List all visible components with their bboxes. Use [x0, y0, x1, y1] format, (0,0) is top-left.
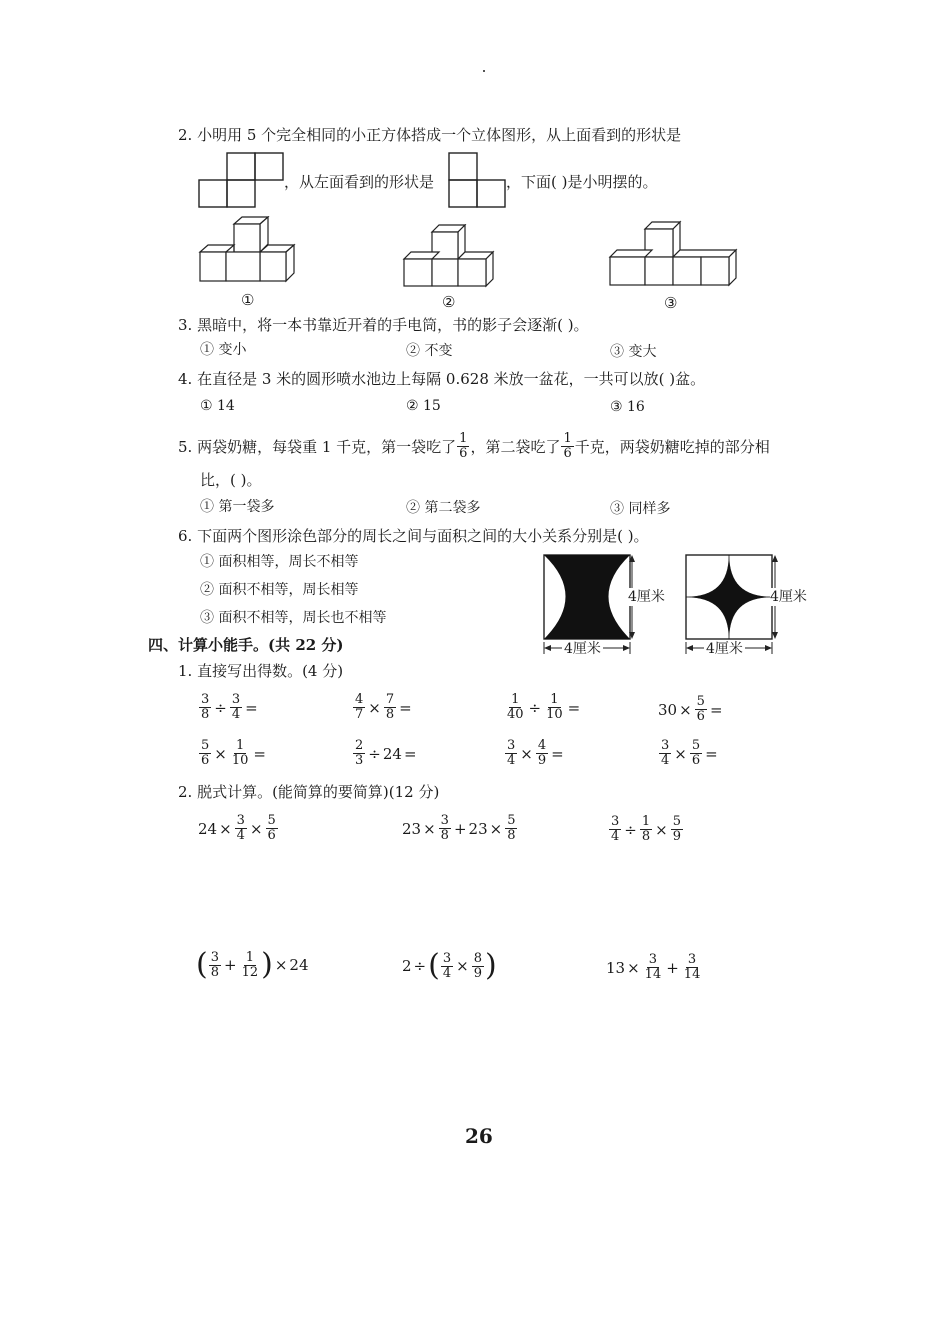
q3-option-3: ③ 变大	[610, 344, 657, 360]
figure2-width-label: 4厘米	[706, 641, 743, 657]
calc-r1-3: $\frac{1}{40}$ ÷ $\frac{1}{10}$ =	[507, 692, 581, 722]
expr-6: 13 × $\frac{3}{14}$ + $\frac{3}{14}$	[606, 952, 701, 982]
q6-option-1: ① 面积相等，周长不相等	[200, 554, 359, 570]
figure2-height-label: 4厘米	[770, 589, 807, 605]
q4-option-2: ② 15	[406, 398, 441, 414]
figure1-height-label: 4厘米	[628, 589, 665, 605]
expr-3: $\frac{3}{4}$ ÷ $\frac{1}{8}$ × $\frac{5}{9}$	[611, 814, 681, 844]
figure-label-2: ②	[442, 293, 456, 311]
expr-1: 24 × $\frac{3}{4}$ × $\frac{5}{6}$	[198, 813, 276, 843]
section4-title: 四、计算小能手。(共 22 分)	[148, 636, 344, 654]
calc-r2-3: $\frac{3}{4}$ × $\frac{4}{9}$ =	[507, 738, 564, 768]
page-dot	[483, 70, 485, 72]
expr-4: ( $\frac{3}{8}$ + $\frac{1}{12}$ ) × 24	[196, 947, 309, 982]
q4-option-3: ③ 16	[610, 399, 645, 415]
figure-label-1: ①	[241, 291, 255, 309]
calc-r1-4: 30 × $\frac{5}{6}$ =	[658, 694, 723, 724]
expr-5: 2 ÷ ( $\frac{3}{4}$ × $\frac{8}{9}$ )	[402, 948, 497, 983]
q6-text: 6. 下面两个图形涂色部分的周长之间与面积之间的大小关系分别是( )。	[178, 527, 649, 545]
q5-fraction-1: $\frac{1}{6}$	[459, 431, 468, 461]
q2-line1: 2. 小明用 5 个完全相同的小正方体搭成一个立体图形，从上面看到的形状是	[178, 126, 682, 144]
shaded-figure-1	[543, 554, 631, 640]
calc-r2-1: $\frac{5}{6}$ × $\frac{1}{10}$ =	[201, 738, 266, 768]
q2-end-text: ，下面( )是小明摆的。	[506, 173, 658, 191]
figure-label-3: ③	[664, 294, 678, 312]
q2-mid-text: ，从左面看到的形状是	[284, 173, 435, 191]
q5-part3: 千克，两袋奶糖吃掉的部分相	[574, 437, 770, 456]
calc-r2-2: $\frac{2}{3}$ ÷ 24 =	[355, 738, 417, 768]
page-number: 26	[465, 1124, 493, 1148]
figure1-width-label: 4厘米	[564, 641, 601, 657]
cube-figure-1	[198, 216, 302, 288]
q5-line1	[178, 432, 770, 461]
q3-option-2: ② 不变	[406, 343, 453, 359]
calc-r2-4: $\frac{3}{4}$ × $\frac{5}{6}$ =	[661, 738, 718, 768]
q5-fraction-2: $\frac{1}{6}$	[563, 431, 572, 461]
q4-option-1: ① 14	[200, 398, 235, 414]
q5-line2: 比，( )。	[200, 471, 262, 489]
cube-figure-3	[608, 220, 740, 290]
q5-option-1: ① 第一袋多	[200, 499, 275, 515]
q5-option-2: ② 第二袋多	[406, 500, 481, 516]
q6-option-3: ③ 面积不相等，周长也不相等	[200, 610, 387, 626]
left-view-figure	[448, 152, 506, 208]
calc-r1-2: $\frac{4}{7}$ × $\frac{7}{8}$ =	[355, 692, 412, 722]
q5-part1: 5. 两袋奶糖，每袋重 1 千克，第一袋吃了	[178, 437, 457, 456]
q5-option-3: ③ 同样多	[610, 501, 671, 517]
cube-figure-2	[402, 224, 498, 288]
q6-option-2: ② 面积不相等，周长相等	[200, 582, 359, 598]
expr-2: 23 × $\frac{3}{8}$ + 23 × $\frac{5}{8}$	[402, 813, 516, 843]
q3-option-1: ① 变小	[200, 342, 247, 358]
q3-text: 3. 黑暗中，将一本书靠近开着的手电筒，书的影子会逐渐( )。	[178, 316, 589, 334]
q5-part2: ，第二袋吃了	[470, 437, 561, 456]
q4-text: 4. 在直径是 3 米的圆形喷水池边上每隔 0.628 米放一盆花，一共可以放( )盆。	[178, 370, 706, 388]
section4-sub1: 1. 直接写出得数。(4 分)	[178, 662, 344, 680]
shaded-figure-2	[685, 554, 773, 640]
section4-sub2: 2. 脱式计算。(能简算的要简算)(12 分)	[178, 783, 440, 801]
calc-r1-1: $\frac{3}{8}$ ÷ $\frac{3}{4}$ =	[201, 692, 258, 722]
top-view-figure	[198, 152, 286, 208]
